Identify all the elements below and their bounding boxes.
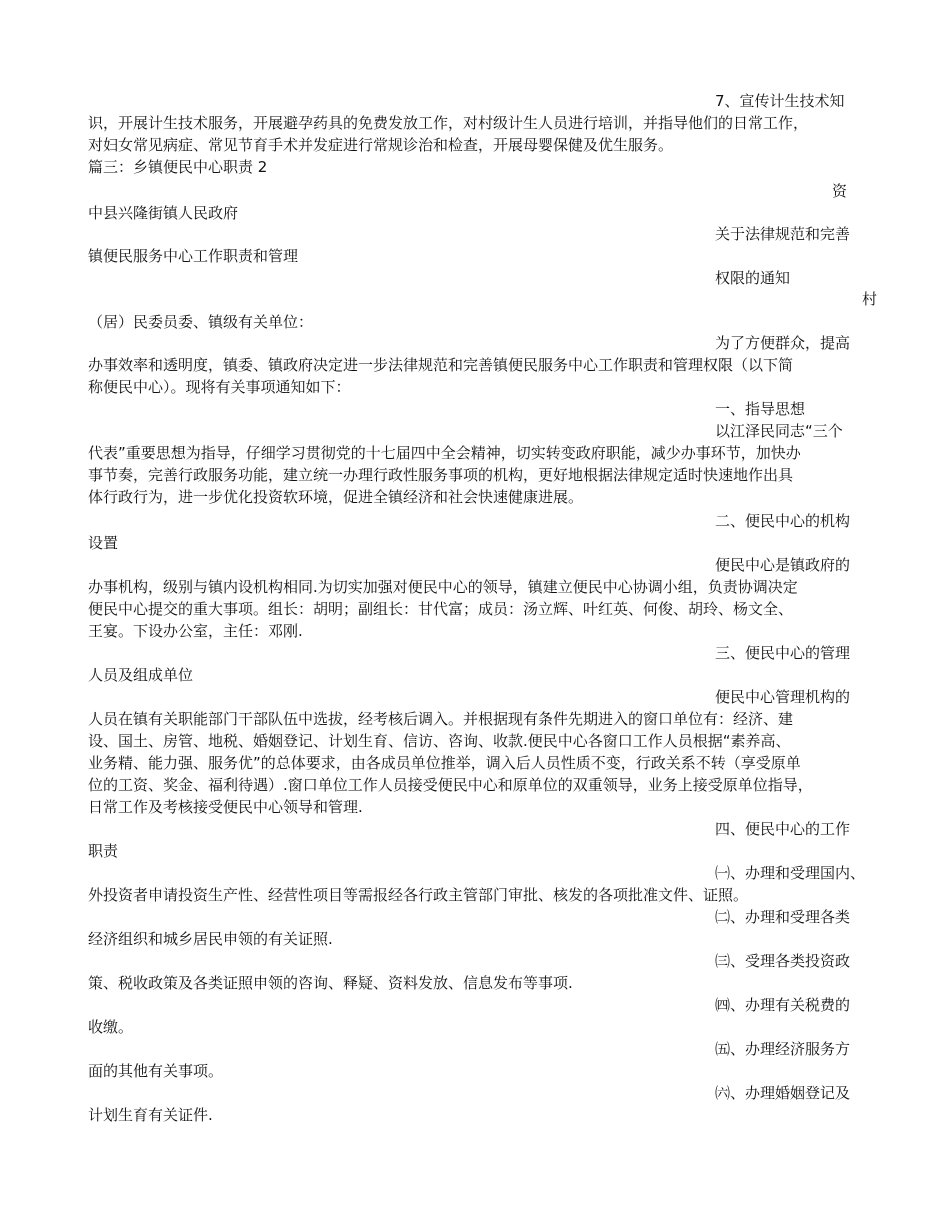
text-line: （居）民委员委、镇级有关单位： — [88, 313, 314, 331]
text-line: 体行政行为，进一步优化投资软环境，促进全镇经济和社会快速健康进展。 — [88, 488, 584, 506]
text-line: ㈤、办理经济服务方 — [715, 1040, 851, 1058]
text-line: 资 — [832, 182, 848, 200]
section-heading: 篇三：乡镇便民中心职责 2 — [88, 158, 268, 176]
text-line: 对妇女常见病症、常见节育手术并发症进行常规诊治和检查，开展母婴保健及优生服务。 — [88, 136, 674, 154]
text-line: 设、国土、房管、地税、婚姻登记、计划生育、信访、咨询、收款.便民中心各窗口工作人员根据“素养高、 — [88, 732, 791, 750]
text-line: 外投资者申请投资生产性、经营性项目等需报经各行政主管部门审批、核发的各项批准文件、证照。 — [88, 886, 749, 904]
text-line: 办事效率和透明度，镇委、镇政府决定进一步法律规范和完善镇便民服务中心工作职责和管理权限（以下简 — [88, 356, 794, 374]
text-line: 镇便民服务中心工作职责和管理 — [88, 247, 299, 265]
text-line: ㈢、受理各类投资政 — [715, 952, 851, 970]
text-line: 便民中心是镇政府的 — [715, 556, 851, 574]
text-line: 设置 — [88, 534, 119, 552]
text-line: 事节奏，完善行政服务功能，建立统一办理行政性服务事项的机构，更好地根据法律规定适时快速地作出具 — [88, 466, 794, 484]
text-line: 日常工作及考核接受便民中心领导和管理. — [88, 798, 363, 816]
text-line: 识，开展计生技术服务，开展避孕药具的免费发放工作，对村级计生人员进行培训，并指导他们的日常工作， — [88, 114, 809, 132]
text-line: 业务精、能力强、服务优”的总体要求，由各成员单位推举，调入后人员性质不变，行政关系不转（享受原单 — [88, 754, 801, 772]
text-line: 人员在镇有关职能部门干部队伍中选拔，经考核后调入。并根据现有条件先期进入的窗口单位有：经济、建 — [88, 710, 794, 728]
text-line: 权限的通知 — [715, 269, 791, 287]
text-line: 职责 — [88, 842, 119, 860]
text-line: 收缴。 — [88, 1018, 134, 1036]
text-line: 三、便民中心的管理 — [715, 644, 851, 662]
text-line: 策、税收政策及各类证照申领的咨询、释疑、资料发放、信息发布等事项. — [88, 974, 573, 992]
text-line: ㈣、办理有关税费的 — [715, 996, 851, 1014]
text-line: 人员及组成单位 — [88, 666, 194, 684]
text-line: 位的工资、奖金、福利待遇）.窗口单位工作人员接受便民中心和原单位的双重领导，业务上接受原单位指导， — [88, 776, 813, 794]
text-line: 关于法律规范和完善 — [715, 225, 851, 243]
text-line: 以江泽民同志“三个 — [715, 422, 843, 440]
text-line: 便民中心提交的重大事项。组长：胡明；副组长：甘代富；成员：汤立辉、叶红英、何俊、胡玲、杨文全、 — [88, 600, 794, 618]
text-line: 经济组织和城乡居民申领的有关证照. — [88, 930, 333, 948]
text-line: 代表”重要思想为指导，仔细学习贯彻党的十七届四中全会精神，切实转变政府职能，减少办事环节，加快办 — [88, 444, 801, 462]
text-line: 为了方便群众，提高 — [715, 334, 851, 352]
text-line: 7、宣传计生技术知 — [715, 92, 845, 110]
text-line: ㈡、办理和受理各类 — [715, 908, 851, 926]
text-line: 四、便民中心的工作 — [715, 820, 851, 838]
text-line: 便民中心管理机构的 — [715, 688, 851, 706]
text-line: 二、便民中心的机构 — [715, 512, 851, 530]
text-line: 面的其他有关事项。 — [88, 1062, 224, 1080]
text-line: 中县兴隆街镇人民政府 — [88, 204, 239, 222]
text-line: 办事机构，级别与镇内设机构相同.为切实加强对便民中心的领导，镇建立便民中心协调小组，负责协调决定 — [88, 578, 798, 596]
text-line: 一、指导思想 — [715, 400, 806, 418]
text-line: 村 — [862, 290, 878, 308]
text-line: 称便民中心）。现将有关事项通知如下： — [88, 378, 351, 396]
text-line: 计划生育有关证件. — [88, 1106, 213, 1124]
text-line: 王宴。下设办公室，主任：邓刚. — [88, 622, 303, 640]
text-line: ㈠、办理和受理国内、 — [715, 864, 866, 882]
text-line: ㈥、办理婚姻登记及 — [715, 1084, 851, 1102]
